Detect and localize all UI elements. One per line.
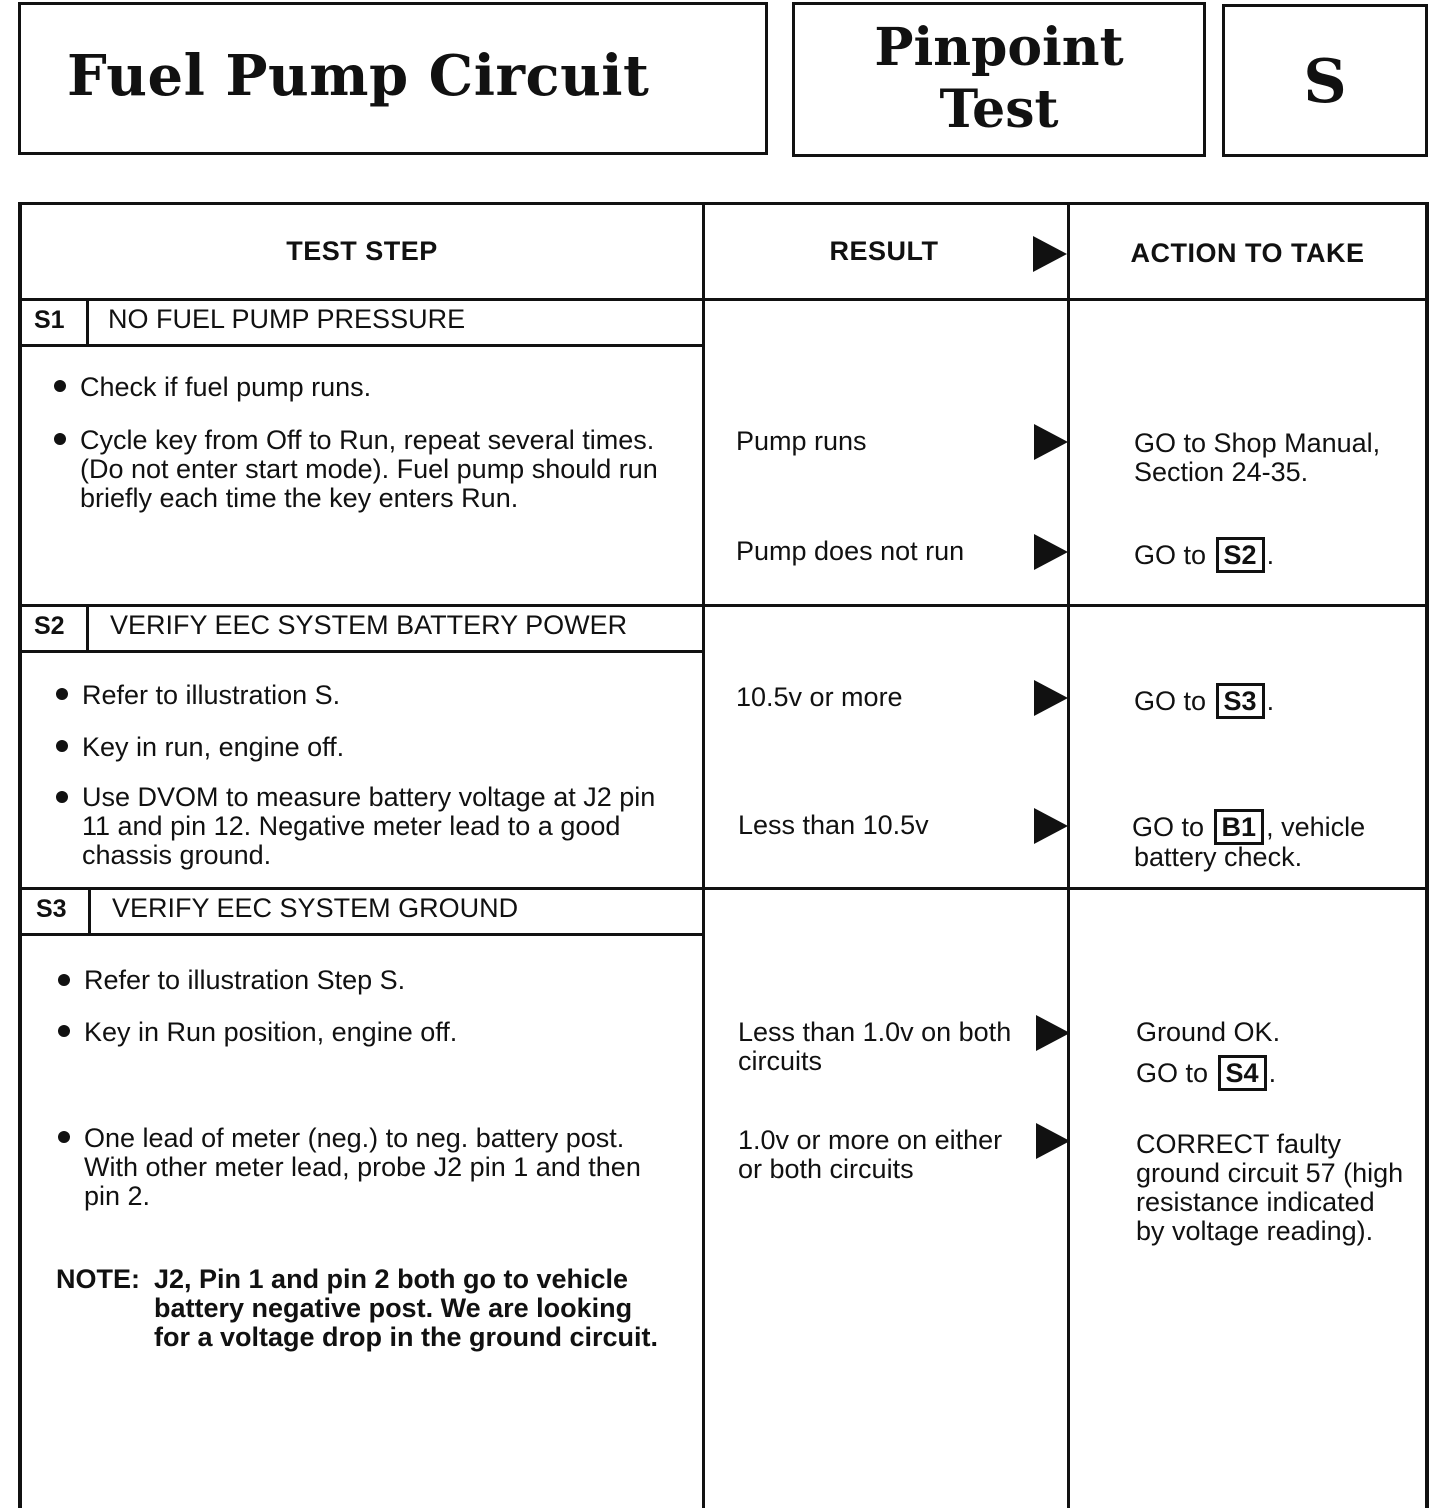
s3-action-1 bbox=[1136, 1055, 1276, 1091]
s3-result-1: Less than 1.0v on both circuits bbox=[738, 1017, 1012, 1076]
action-text: GO to bbox=[1136, 1058, 1209, 1088]
bullet-icon bbox=[54, 433, 66, 445]
step-title-s2: VERIFY EEC SYSTEM BATTERY POWER bbox=[110, 610, 628, 640]
header-row-divider bbox=[18, 298, 1429, 301]
table-right-border bbox=[1425, 202, 1429, 1508]
bullet-icon bbox=[56, 688, 68, 700]
s3-bullet-1: Refer to illustration Step S. bbox=[84, 965, 406, 995]
s3-action-1-line1: Ground OK. bbox=[1136, 1017, 1281, 1047]
test-type-line1: Pinpoint bbox=[874, 17, 1124, 78]
action-text: . bbox=[1266, 540, 1275, 570]
result-arrow-icon bbox=[1036, 1123, 1070, 1159]
step-ref-s2[interactable]: S2 bbox=[1216, 537, 1265, 573]
result-arrow-icon bbox=[1034, 534, 1068, 570]
s2-action-2-line2: battery check. bbox=[1134, 842, 1303, 872]
step-ref-s4[interactable]: S4 bbox=[1218, 1055, 1267, 1091]
section-letter: S bbox=[1303, 47, 1347, 117]
table-top-border bbox=[18, 202, 1429, 205]
bullet-icon bbox=[58, 1131, 70, 1143]
result-arrow-icon bbox=[1036, 1015, 1070, 1051]
section-divider-s1-s2 bbox=[18, 604, 1429, 607]
step-id-s3: S3 bbox=[36, 895, 67, 923]
s2-bullet-2: Key in run, engine off. bbox=[82, 732, 345, 762]
section-divider-s2-s3 bbox=[18, 887, 1429, 890]
bullet-icon bbox=[54, 380, 66, 392]
s3-action-2: CORRECT faulty ground circuit 57 (high resistance indicated by voltage reading). bbox=[1136, 1129, 1404, 1246]
action-text: . bbox=[1268, 1058, 1277, 1088]
action-text: , vehicle bbox=[1266, 812, 1366, 842]
s2-action-2 bbox=[1132, 809, 1365, 845]
result-arrow-icon bbox=[1034, 680, 1068, 716]
s2-result-1: 10.5v or more bbox=[736, 682, 903, 712]
column-divider-action bbox=[1067, 202, 1070, 1508]
s2-bullet-1: Refer to illustration S. bbox=[82, 680, 341, 710]
s2-id-divider bbox=[86, 606, 89, 652]
step-id-s2: S2 bbox=[34, 612, 65, 640]
section-box bbox=[1222, 4, 1428, 157]
bullet-icon bbox=[56, 791, 68, 803]
step-title-s3: VERIFY EEC SYSTEM GROUND bbox=[112, 893, 519, 923]
s1-action-2 bbox=[1134, 537, 1274, 573]
s3-id-divider bbox=[88, 889, 91, 935]
action-text: GO to bbox=[1134, 540, 1207, 570]
action-text: GO to bbox=[1132, 812, 1205, 842]
step-ref-b1[interactable]: B1 bbox=[1214, 809, 1265, 845]
header-arrow-icon bbox=[1033, 236, 1067, 272]
s1-bullet-2: Cycle key from Off to Run, repeat several times. (Do not enter start mode). Fuel pump should run briefly each time the key enters Run. bbox=[80, 425, 658, 513]
result-arrow-icon bbox=[1034, 808, 1068, 844]
table-left-border bbox=[18, 202, 22, 1508]
test-type-line2: Test bbox=[939, 79, 1059, 140]
s2-action-1 bbox=[1134, 683, 1274, 719]
s1-title-divider bbox=[18, 344, 704, 347]
s2-title-divider bbox=[18, 650, 704, 653]
note-text: J2, Pin 1 and pin 2 both go to vehicle battery negative post. We are looking for a voltage drop in the ground circuit. bbox=[154, 1264, 659, 1352]
s3-title-divider bbox=[18, 933, 704, 936]
step-ref-s3[interactable]: S3 bbox=[1216, 683, 1265, 719]
action-text: . bbox=[1266, 686, 1275, 716]
s2-bullet-3: Use DVOM to measure battery voltage at J2 pin 11 and pin 12. Negative meter lead to a good chassis ground. bbox=[82, 782, 656, 870]
bullet-icon bbox=[58, 1025, 70, 1037]
bullet-icon bbox=[58, 974, 70, 986]
test-type-box bbox=[792, 2, 1206, 157]
page-title: Fuel Pump Circuit bbox=[67, 43, 650, 109]
bullet-icon bbox=[56, 740, 68, 752]
step-title-s1: NO FUEL PUMP PRESSURE bbox=[108, 304, 466, 334]
s1-result-1: Pump runs bbox=[736, 426, 867, 456]
s2-result-2: Less than 10.5v bbox=[738, 810, 929, 840]
s1-action-1: GO to Shop Manual, Section 24-35. bbox=[1134, 428, 1381, 487]
column-header-result: RESULT bbox=[829, 236, 939, 266]
column-header-action: ACTION TO TAKE bbox=[1130, 238, 1365, 268]
column-divider-result bbox=[702, 202, 705, 1508]
s1-result-2: Pump does not run bbox=[736, 536, 965, 566]
s1-bullet-1: Check if fuel pump runs. bbox=[80, 372, 372, 402]
s3-result-2: 1.0v or more on either or both circuits bbox=[738, 1125, 1003, 1184]
note-label: NOTE: bbox=[56, 1264, 140, 1294]
title-box bbox=[18, 2, 768, 155]
s1-id-divider bbox=[86, 300, 89, 346]
s3-bullet-2: Key in Run position, engine off. bbox=[84, 1017, 458, 1047]
step-id-s1: S1 bbox=[34, 306, 65, 334]
s3-bullet-3: One lead of meter (neg.) to neg. battery post. With other meter lead, probe J2 pin 1 and then pin 2. bbox=[84, 1123, 641, 1211]
result-arrow-icon bbox=[1034, 424, 1068, 460]
column-header-test-step: TEST STEP bbox=[286, 236, 438, 266]
action-text: GO to bbox=[1134, 686, 1207, 716]
